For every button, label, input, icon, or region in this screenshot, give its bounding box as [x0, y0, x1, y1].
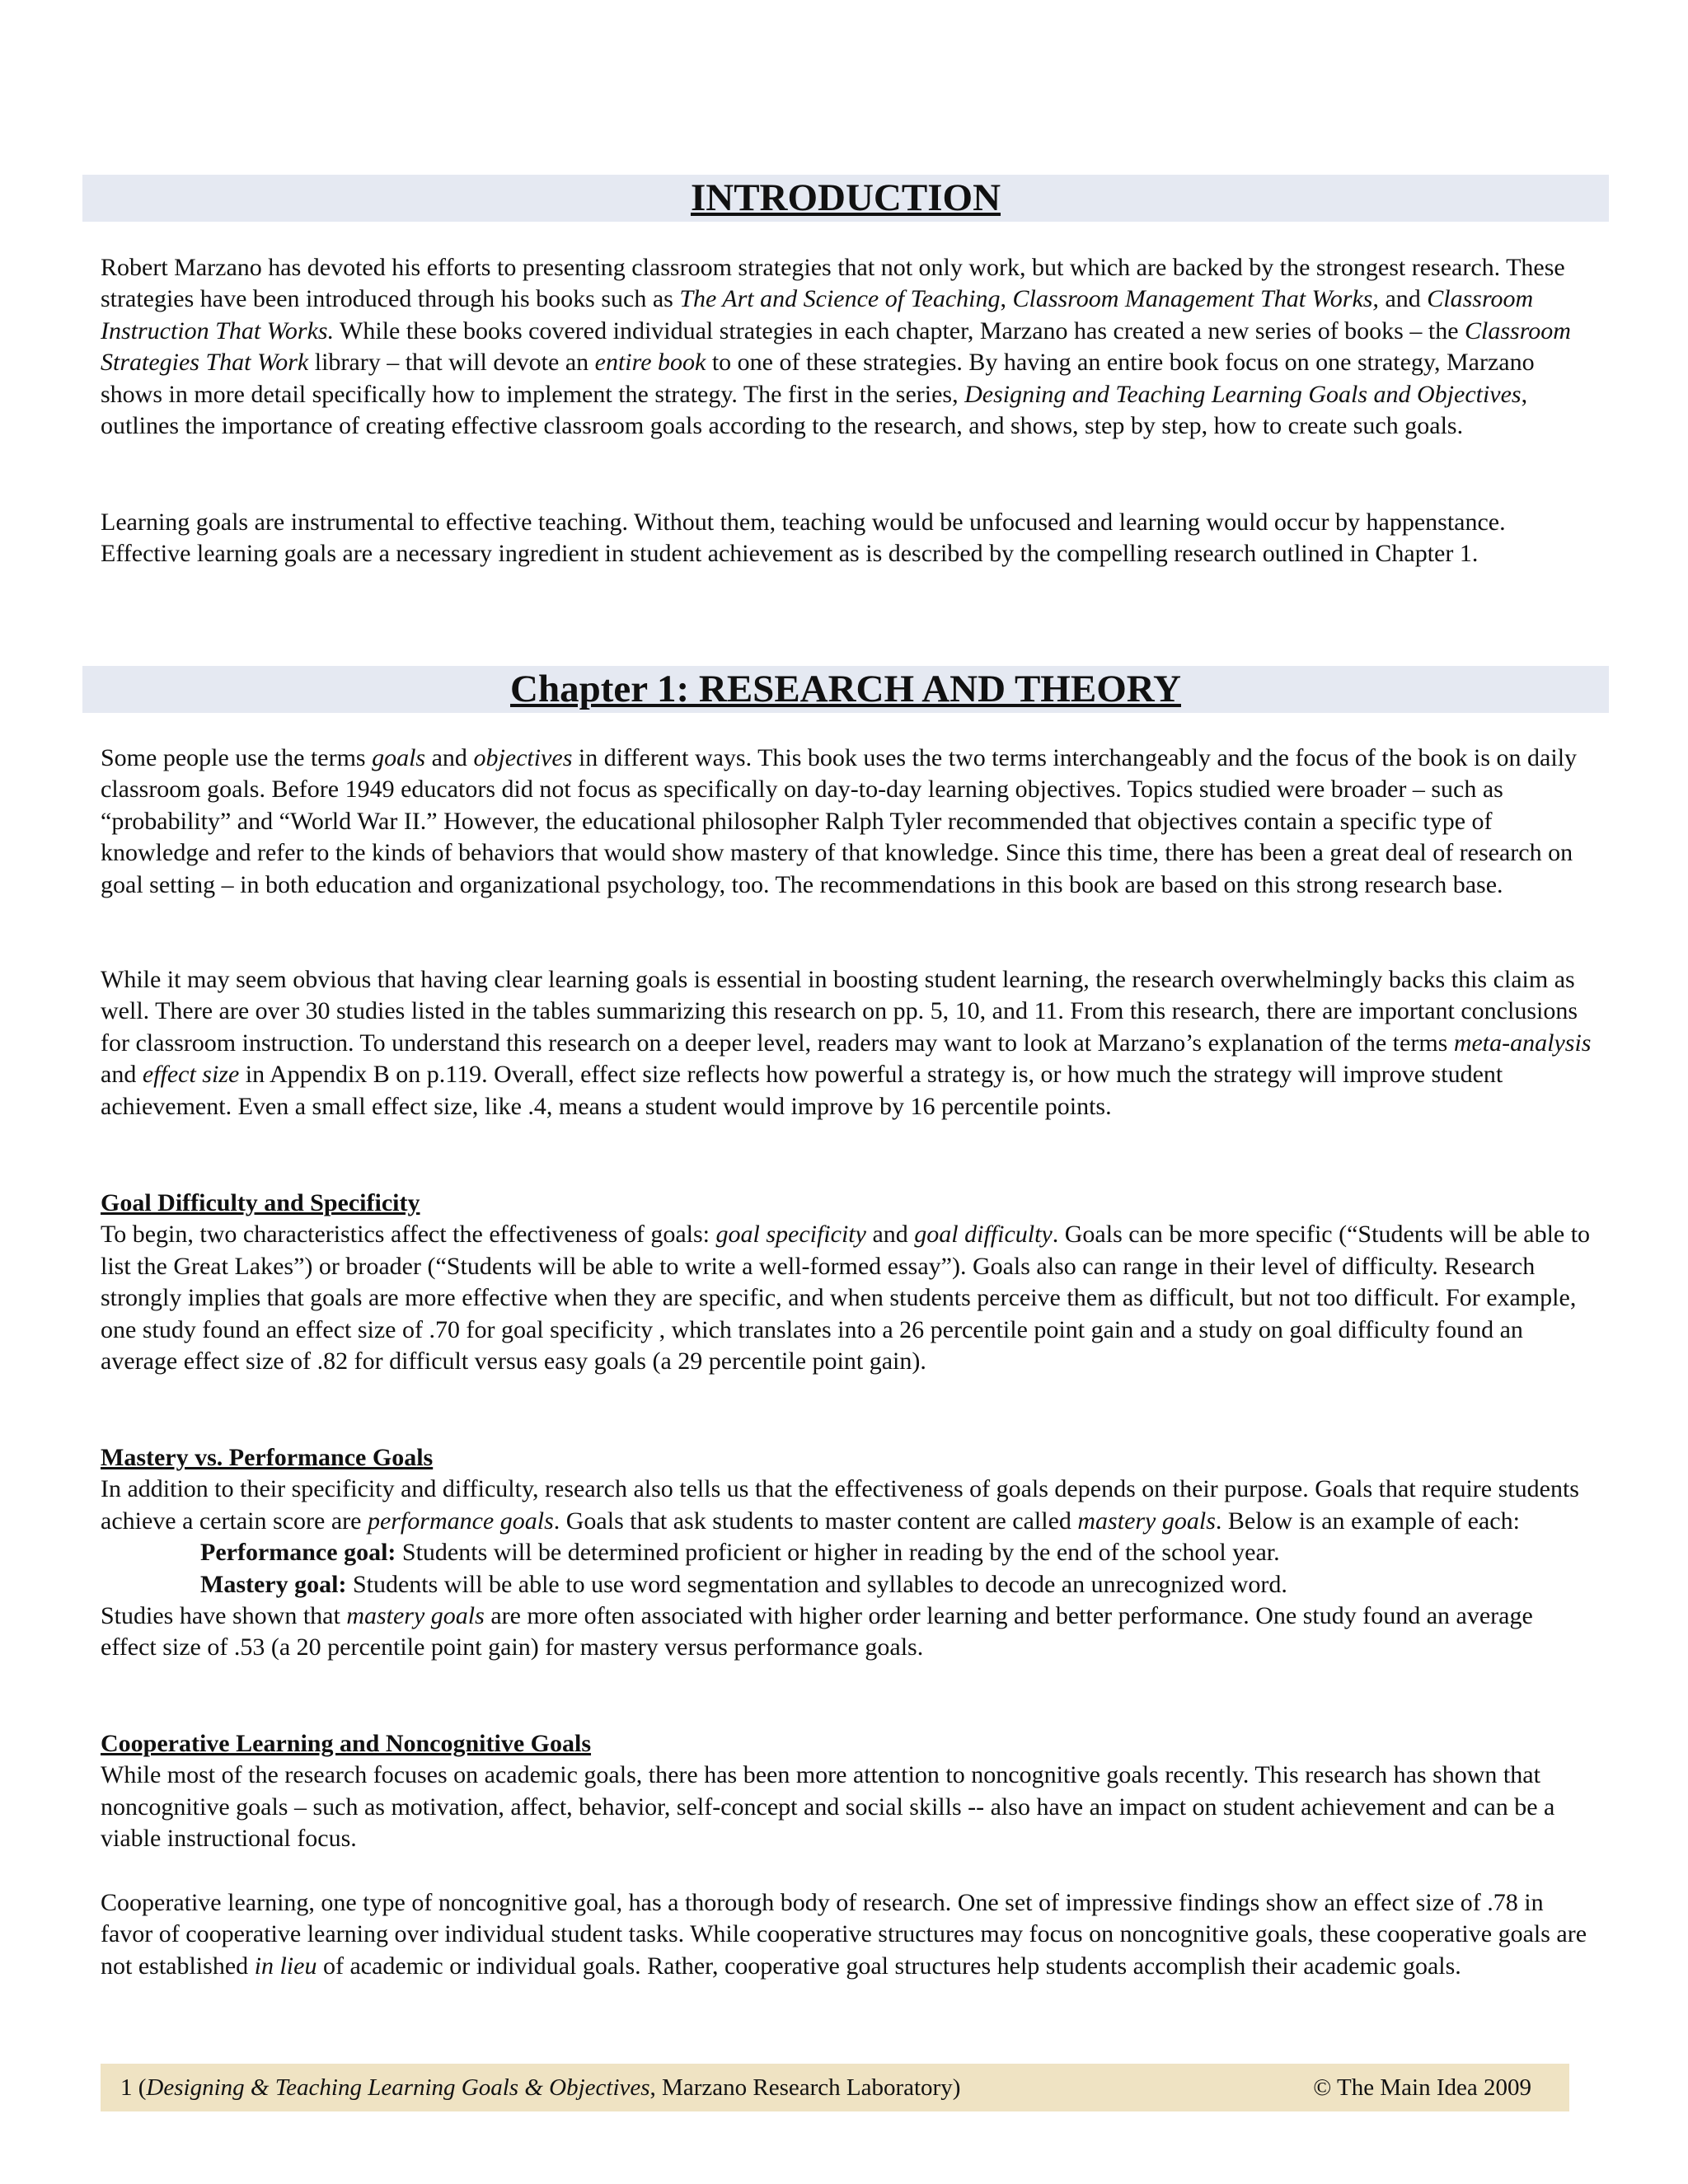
footer-citation — [120, 2064, 960, 2111]
term: performance goals — [367, 1507, 554, 1535]
text-run: Cooperative learning, one type of noncognitive goal, has a thorough body of research. One set of impressive findings show an effect size of .78 in favor of cooperative learning over individual student tasks. While cooperative structures may focus on noncognitive goals, these cooperative goals are not established — [101, 1889, 1587, 1980]
text-run: and — [865, 1221, 915, 1249]
text-run: In addition to their specificity and difficulty, research also tells us that the effectiveness of goals depends on their purpose. Goals that require students achieve a certain score are — [101, 1475, 1579, 1535]
example-label: Performance goal: — [200, 1539, 396, 1567]
chapter-paragraph-1 — [101, 743, 1592, 901]
text-run: are more often associated with higher order learning and better performance. One study found an average effect size of .53 (a 20 percentile point gain) for mastery versus performance goals. — [101, 1602, 1533, 1661]
section-heading: Goal Difficulty and Specificity — [101, 1189, 420, 1216]
performance-goal-example — [101, 1537, 1592, 1568]
text-run: While it may seem obvious that having clear learning goals is essential in boosting student learning, the research overwhelmingly backs this claim as well. There are over 30 studies listed in the tables summarizing this research on pp. 5, 10, and 11. From this research, there are important conclusions for classroom instruction. To understand this research on a deeper level, readers may want to look at Marzano’s explanation of the terms — [101, 966, 1578, 1057]
cooperative-section — [101, 1728, 1592, 1855]
text-run: to one of these strategies. By having an entire book focus on one strategy, Marzano shows in more detail specifically how to implement the strategy. The first in the series, — [101, 349, 1535, 408]
goal-difficulty-section — [101, 1188, 1592, 1377]
text-run: Students will be determined proficient or higher in reading by the end of the school year. — [396, 1539, 1280, 1567]
intro-paragraph-2: Learning goals are instrumental to effective teaching. Without them, teaching would be unfocused and learning would occur by happenstance. Effective learning goals are a necessary ingredient in student achievement as is described by the compelling research outlined in Chapter 1. — [101, 509, 1506, 568]
text-run: , outlines the importance of creating effective classroom goals according to the research, and shows, step by step, how to create such goals. — [101, 380, 1528, 440]
text-run: . Below is an example of each: — [1215, 1507, 1520, 1535]
term: mastery goals — [1077, 1507, 1216, 1535]
term: effect size — [142, 1061, 240, 1089]
text-run: and — [101, 1061, 143, 1089]
text-run: and — [1378, 285, 1428, 313]
page-number: 1 ( — [120, 2074, 147, 2101]
text-run: While these books covered individual strategies in each chapter, Marzano has created a new series of books – the — [334, 316, 1465, 344]
example-label: Mastery goal: — [200, 1570, 347, 1598]
text-run: Studies have shown that — [101, 1602, 347, 1630]
emphasis: objectives — [473, 744, 573, 771]
term: goal specificity — [715, 1221, 866, 1249]
text-run: , Marzano Research Laboratory) — [649, 2074, 961, 2101]
series-title: Classroom Strategies That Work — [101, 316, 1571, 377]
text-run: Students will be able to use word segmentation and syllables to decode an unrecognized word. — [346, 1570, 1287, 1598]
text-run: of academic or individual goals. Rather, cooperative goal structures help students accomplish their academic goals. — [316, 1952, 1461, 1980]
text-run: in different ways. This book uses the two terms interchangeably and the focus of the book is on daily classroom goals. Before 1949 educators did not focus as specifically on day-to-day learning objectives. Topics studied were broader – such as “probability” and “World War II.” However, the educational philosopher Ralph Tyler recommended that objectives contain a specific type of knowledge and refer to the kinds of behaviors that would show mastery of that knowledge. Since this time, there has been a great deal of research on goal setting – in both education and organizational psychology, too. The recommendations in this book are based on this strong research base. — [101, 744, 1578, 898]
text-run: library – that will devote an — [308, 349, 595, 377]
text-run: While most of the research focuses on academic goals, there has been more attention to noncognitive goals recently. This research has shown that noncognitive goals – such as motivation, affect, behavior, self-concept and social skills -- also have an impact on student achievement and can be a viable instructional focus. — [101, 1761, 1555, 1853]
chapter-paragraph-2 — [101, 964, 1592, 1122]
text-run: in Appendix B on p.119. Overall, effect size reflects how powerful a strategy is, or how much the strategy will improve student achievement. Even a small effect size, like .4, means a student would improve by 16 percentile points. — [101, 1061, 1503, 1120]
cooperative-paragraph-2 — [101, 1887, 1592, 1982]
intro-paragraph-1 — [101, 252, 1592, 442]
term: meta-analysis — [1453, 1029, 1592, 1057]
text-run: Robert Marzano has devoted his efforts to presenting classroom strategies that not only work, but which are backed by the strongest research. These strategies have been introduced through his books such as — [101, 254, 1565, 313]
text-run: . Goals can be more specific (“Students will be able to list the Great Lakes”) or broader (“Students will be able to write a well-formed essay”). Goals also can range in their level of difficulty. Research strongly implies that goals are more effective when they are specific, and when students perceive them as difficult, but not too difficult. For example, one study found an effect size of .70 for goal specificity , which translates into a 26 percentile point gain and a study on goal difficulty found an average effect size of .82 for difficult versus easy goals (a 29 percentile point gain). — [101, 1221, 1591, 1376]
section-heading: Mastery vs. Performance Goals — [101, 1444, 434, 1471]
text-run: and — [425, 744, 474, 771]
text-run: , — [1000, 285, 1013, 313]
chapter-heading: Chapter 1: RESEARCH AND THEORY — [82, 666, 1609, 713]
book-title: Designing & Teaching Learning Goals & Objectives — [146, 2074, 650, 2101]
term: goal difficulty — [914, 1221, 1053, 1249]
book-title: Classroom Management That Works, — [1012, 285, 1379, 313]
page-footer — [101, 2064, 1569, 2111]
section-heading: Cooperative Learning and Noncognitive Goals — [101, 1730, 592, 1757]
mastery-performance-section — [101, 1442, 1592, 1664]
footer-copyright: © The Main Idea 2009 — [1313, 2074, 1531, 2101]
emphasis: entire book — [594, 349, 706, 377]
text-run: . Goals that ask students to master content are called — [553, 1507, 1078, 1535]
mastery-goal-example — [101, 1569, 1592, 1601]
intro-heading: INTRODUCTION — [82, 175, 1609, 222]
term: mastery goals — [346, 1602, 485, 1630]
text-run: To begin, two characteristics affect the effectiveness of goals: — [101, 1221, 716, 1249]
book-title: Designing and Teaching Learning Goals and Objectives — [964, 380, 1522, 408]
book-title: Classroom Instruction That Works. — [101, 285, 1534, 344]
emphasis: in lieu — [254, 1952, 317, 1980]
emphasis: goals — [372, 744, 426, 771]
book-title: The Art and Science of Teaching — [679, 285, 1001, 313]
text-run: Some people use the terms — [101, 744, 373, 771]
